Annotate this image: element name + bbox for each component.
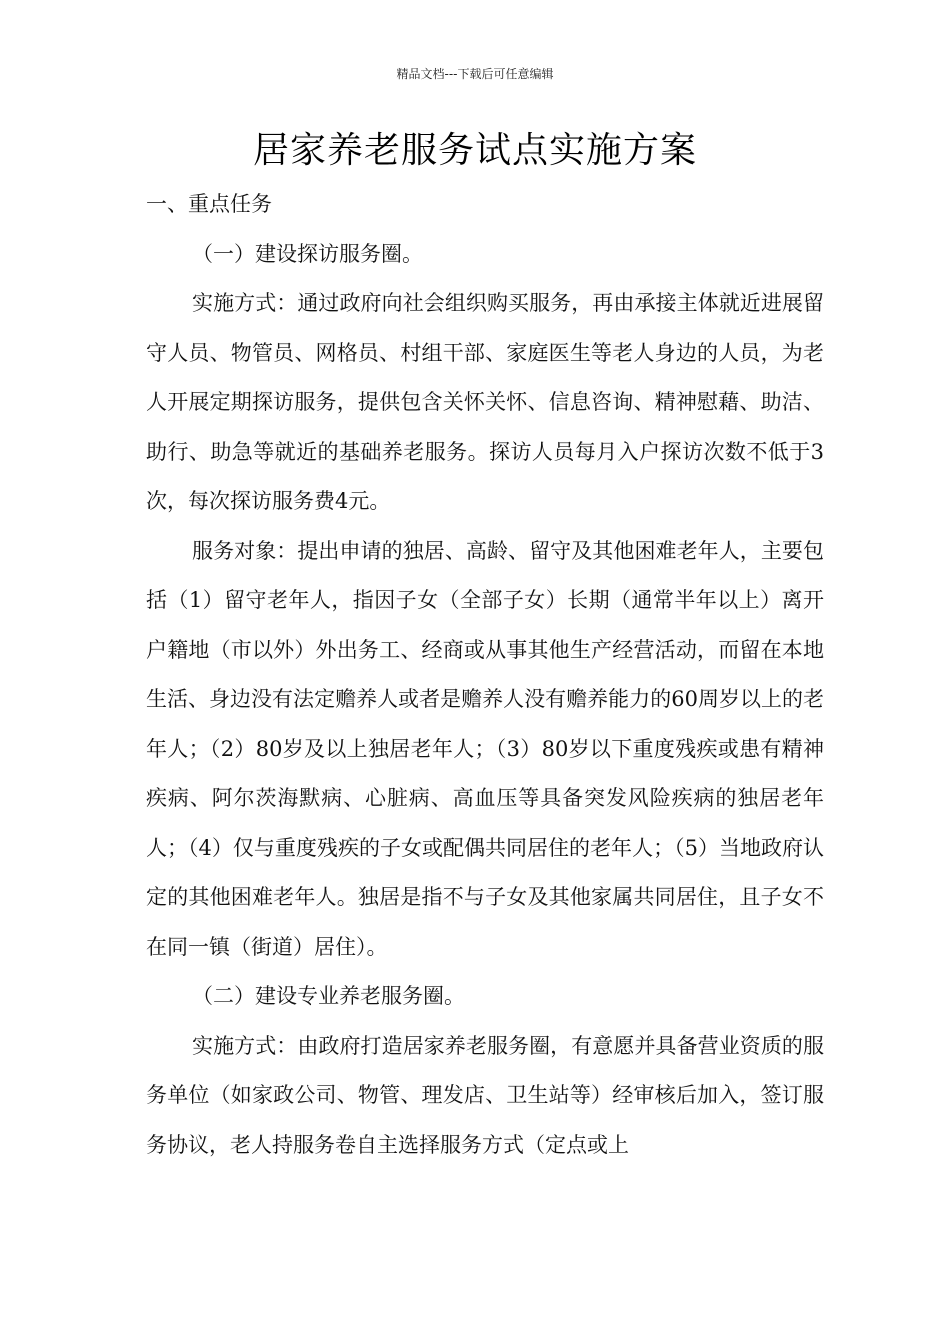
paragraph-implementation-1: 实施方式：通过政府向社会组织购买服务，再由承接主体就近进展留守人员、物管员、网格员、村组干部、家庭医生等老人身边的人员，为老人开展定期探访服务，提供包含关怀关怀、信息咨询、精神慰藉、助洁、助行、助急等就近的基础养老服务。探访人员每月入户探访次数不低于3次，每次探访服务费4元。 xyxy=(146,291,824,513)
page-header: 精品文档---下载后可任意编辑 xyxy=(396,67,554,81)
document-body xyxy=(146,180,824,1170)
document-title: 居家养老服务试点实施方案 xyxy=(252,130,697,171)
subsection-heading-1: （一）建设探访服务圈。 xyxy=(192,241,423,266)
section-heading: 一、重点任务 xyxy=(146,192,272,216)
subsection-heading-2: （二）建设专业养老服务圈。 xyxy=(192,984,465,1008)
paragraph-service-target: 服务对象：提出申请的独居、高龄、留守及其他困难老年人，主要包括（1）留守老年人，指因子女（全部子女）长期（通常半年以上）离开户籍地（市以外）外出务工、经商或从事其他生产经营活动，而留在本地生活、身边没有法定赡养人或者是赡养人没有赡养能力的60周岁以上的老年人；（2）80岁及以上独居老年人；（3）80岁以下重度残疾或患有精神疾病、阿尔茨海默病、心脏病、高血压等具备突发风险疾病的独居老年人；（4）仅与重度残疾的子女或配偶共同居住的老年人；（5）当地政府认定的其他困难老年人。独居是指不与子女及其他家属共同居住，且子女不在同一镇（街道）居住）。 xyxy=(146,538,824,959)
paragraph-implementation-2: 实施方式：由政府打造居家养老服务圈，有意愿并具备营业资质的服务单位（如家政公司、物管、理发店、卫生站等）经审核后加入，签订服务协议，老人持服务卷自主选择服务方式（定点或上 xyxy=(146,1033,824,1157)
